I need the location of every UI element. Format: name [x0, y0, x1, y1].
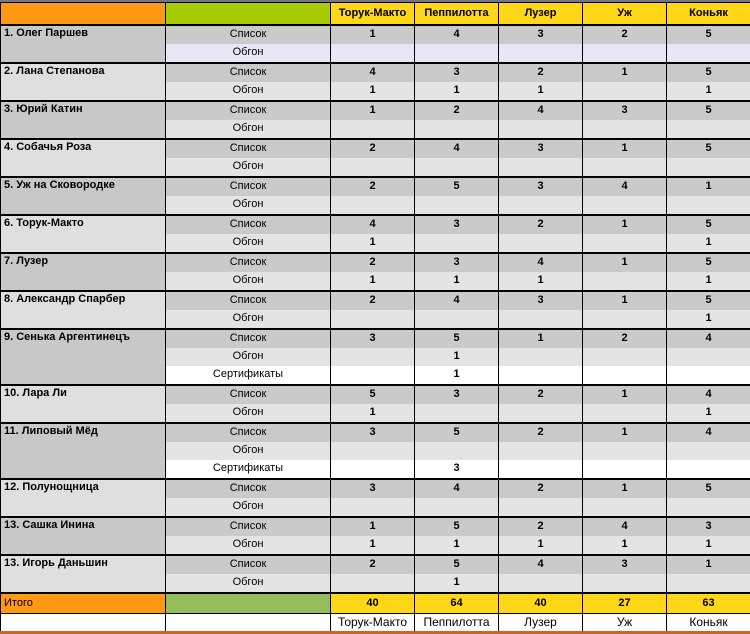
score-cell[interactable]: 1 [415, 574, 499, 593]
player-name-cell[interactable]: 6. Торук-Макто [1, 215, 166, 253]
score-cell[interactable]: 1 [583, 139, 667, 158]
score-row [1, 291, 750, 310]
score-cell[interactable]: 3 [415, 385, 499, 404]
score-cell[interactable]: 4 [499, 101, 583, 120]
score-cell[interactable]: 4 [583, 177, 667, 196]
row-type-cell[interactable]: Список [166, 385, 331, 404]
score-cell[interactable]: 2 [583, 329, 667, 348]
row-type-cell[interactable]: Обгон [166, 234, 331, 253]
row-type-cell[interactable]: Список [166, 63, 331, 82]
score-cell[interactable]: 1 [667, 555, 750, 574]
score-cell[interactable]: 4 [583, 517, 667, 536]
bottom-empty-cell[interactable] [166, 614, 331, 632]
score-cell[interactable]: 1 [331, 404, 415, 423]
score-cell[interactable] [499, 498, 583, 517]
score-cell[interactable]: 5 [415, 517, 499, 536]
score-row [1, 177, 750, 196]
row-type-cell[interactable]: Обгон [166, 348, 331, 366]
player-name-cell[interactable]: 9. Сенька Аргентинецъ [1, 329, 166, 385]
score-cell[interactable]: 1 [415, 348, 499, 366]
total-row [1, 593, 750, 614]
score-cell[interactable] [415, 310, 499, 329]
player-name-cell[interactable]: 12. Полунощница [1, 479, 166, 517]
player-name-cell[interactable]: 10. Лара Ли [1, 385, 166, 423]
score-cell[interactable] [499, 120, 583, 139]
score-cell[interactable] [667, 44, 750, 63]
score-cell[interactable]: 1 [331, 234, 415, 253]
score-cell[interactable] [331, 44, 415, 63]
row-type-cell[interactable]: Обгон [166, 574, 331, 593]
score-cell[interactable] [667, 574, 750, 593]
score-cell[interactable] [415, 158, 499, 177]
score-cell[interactable] [667, 158, 750, 177]
column-header[interactable]: Уж [583, 3, 667, 26]
score-cell[interactable] [667, 196, 750, 215]
row-type-cell[interactable]: Обгон [166, 536, 331, 555]
score-cell[interactable] [583, 196, 667, 215]
score-cell[interactable]: 4 [667, 385, 750, 404]
score-cell[interactable] [667, 442, 750, 460]
ranking-table [0, 2, 750, 631]
score-cell[interactable]: 1 [499, 329, 583, 348]
player-name-cell[interactable]: 11. Липовый Мёд [1, 423, 166, 479]
player-name-cell[interactable]: 13. Сашка Инина [1, 517, 166, 555]
row-type-cell[interactable]: Список [166, 329, 331, 348]
score-row [1, 101, 750, 120]
corner-green-cell[interactable] [166, 3, 331, 26]
score-cell[interactable] [667, 460, 750, 479]
score-cell[interactable]: 1 [667, 404, 750, 423]
score-cell[interactable]: 2 [499, 479, 583, 498]
score-cell[interactable] [415, 442, 499, 460]
score-cell[interactable] [331, 196, 415, 215]
score-cell[interactable]: 2 [331, 177, 415, 196]
score-cell[interactable]: 1 [583, 291, 667, 310]
score-cell[interactable] [331, 442, 415, 460]
player-name-cell[interactable]: 13. Игорь Даньшин [1, 555, 166, 593]
row-type-cell[interactable]: Обгон [166, 310, 331, 329]
score-cell[interactable]: 2 [499, 517, 583, 536]
score-cell[interactable] [583, 348, 667, 366]
total-value-cell[interactable]: 40 [499, 593, 583, 614]
score-cell[interactable]: 1 [499, 272, 583, 291]
score-cell[interactable] [667, 366, 750, 385]
score-cell[interactable] [331, 348, 415, 366]
score-cell[interactable] [499, 460, 583, 479]
score-cell[interactable]: 1 [667, 272, 750, 291]
player-name-cell[interactable]: 7. Лузер [1, 253, 166, 291]
score-table-body [1, 25, 750, 593]
row-type-cell[interactable]: Обгон [166, 498, 331, 517]
score-cell[interactable] [583, 120, 667, 139]
score-cell[interactable]: 3 [583, 555, 667, 574]
score-cell[interactable]: 2 [415, 101, 499, 120]
column-header[interactable]: Пеппилотта [415, 3, 499, 26]
row-type-cell[interactable]: Список [166, 25, 331, 44]
score-cell[interactable]: 1 [583, 536, 667, 555]
score-cell[interactable]: 3 [499, 177, 583, 196]
bottom-column-label[interactable]: Лузер [499, 614, 583, 632]
score-row [1, 555, 750, 574]
score-cell[interactable]: 2 [499, 423, 583, 442]
score-cell[interactable]: 1 [583, 423, 667, 442]
score-cell[interactable]: 4 [415, 139, 499, 158]
score-cell[interactable] [415, 234, 499, 253]
score-row [1, 25, 750, 44]
total-green-cell[interactable] [166, 593, 331, 614]
row-type-cell[interactable]: Обгон [166, 196, 331, 215]
column-header[interactable]: Лузер [499, 3, 583, 26]
score-cell[interactable]: 1 [331, 272, 415, 291]
score-cell[interactable]: 1 [667, 177, 750, 196]
score-cell[interactable]: 4 [415, 479, 499, 498]
corner-orange-cell[interactable] [1, 3, 166, 26]
player-name-cell[interactable]: 5. Уж на Сковородке [1, 177, 166, 215]
score-cell[interactable]: 5 [415, 423, 499, 442]
score-cell[interactable]: 1 [499, 82, 583, 101]
score-row [1, 139, 750, 158]
score-row [1, 215, 750, 234]
score-cell[interactable] [499, 442, 583, 460]
row-type-cell[interactable]: Список [166, 517, 331, 536]
score-row [1, 329, 750, 348]
score-cell[interactable]: 1 [583, 215, 667, 234]
score-cell[interactable]: 1 [583, 385, 667, 404]
score-cell[interactable]: 5 [667, 253, 750, 272]
row-type-cell[interactable]: Список [166, 291, 331, 310]
row-type-cell[interactable]: Обгон [166, 44, 331, 63]
score-row [1, 423, 750, 442]
score-cell[interactable] [331, 498, 415, 517]
score-cell[interactable]: 3 [499, 25, 583, 44]
score-cell[interactable]: 4 [667, 329, 750, 348]
score-cell[interactable]: 1 [331, 25, 415, 44]
score-cell[interactable] [499, 310, 583, 329]
total-value-cell[interactable]: 40 [331, 593, 415, 614]
score-cell[interactable] [583, 158, 667, 177]
score-cell[interactable]: 5 [667, 63, 750, 82]
bottom-column-label[interactable]: Торук-Макто [331, 614, 415, 632]
score-cell[interactable]: 4 [415, 25, 499, 44]
score-cell[interactable] [331, 158, 415, 177]
score-cell[interactable]: 5 [667, 215, 750, 234]
score-row [1, 253, 750, 272]
player-name-cell[interactable]: 4. Собачья Роза [1, 139, 166, 177]
score-cell[interactable]: 1 [667, 536, 750, 555]
score-cell[interactable] [583, 272, 667, 291]
row-type-cell[interactable]: Список [166, 101, 331, 120]
score-row [1, 517, 750, 536]
row-type-cell[interactable]: Обгон [166, 120, 331, 139]
column-header[interactable]: Торук-Макто [331, 3, 415, 26]
bottom-column-label[interactable]: Уж [583, 614, 667, 632]
score-cell[interactable]: 5 [667, 25, 750, 44]
score-cell[interactable]: 4 [499, 555, 583, 574]
score-cell[interactable]: 1 [415, 536, 499, 555]
row-type-cell[interactable]: Список [166, 555, 331, 574]
bottom-label-row [1, 614, 750, 632]
score-cell[interactable] [499, 366, 583, 385]
header-row [1, 3, 750, 26]
bottom-column-label[interactable]: Коньяк [667, 614, 750, 632]
score-cell[interactable]: 2 [499, 63, 583, 82]
score-cell[interactable]: 4 [415, 291, 499, 310]
score-cell[interactable]: 5 [667, 291, 750, 310]
score-cell[interactable]: 1 [331, 536, 415, 555]
column-header[interactable]: Коньяк [667, 3, 750, 26]
score-cell[interactable] [415, 498, 499, 517]
score-cell[interactable] [667, 348, 750, 366]
score-cell[interactable]: 3 [499, 139, 583, 158]
score-cell[interactable] [415, 120, 499, 139]
score-cell[interactable]: 4 [667, 423, 750, 442]
score-row [1, 63, 750, 82]
score-cell[interactable]: 1 [667, 310, 750, 329]
score-cell[interactable]: 3 [331, 423, 415, 442]
score-cell[interactable]: 5 [415, 555, 499, 574]
score-cell[interactable]: 1 [331, 101, 415, 120]
score-cell[interactable] [499, 404, 583, 423]
player-name-cell[interactable]: 2. Лана Степанова [1, 63, 166, 101]
score-cell[interactable]: 1 [499, 536, 583, 555]
score-cell[interactable]: 5 [415, 329, 499, 348]
score-cell[interactable] [499, 44, 583, 63]
score-cell[interactable] [583, 498, 667, 517]
score-cell[interactable]: 5 [667, 139, 750, 158]
score-cell[interactable]: 3 [583, 101, 667, 120]
score-cell[interactable]: 3 [331, 329, 415, 348]
score-cell[interactable]: 2 [331, 253, 415, 272]
row-type-cell[interactable]: Список [166, 215, 331, 234]
score-cell[interactable] [583, 310, 667, 329]
score-cell[interactable]: 2 [331, 139, 415, 158]
score-cell[interactable]: 1 [415, 366, 499, 385]
score-cell[interactable] [583, 366, 667, 385]
score-cell[interactable]: 2 [499, 385, 583, 404]
score-cell[interactable] [499, 158, 583, 177]
score-cell[interactable]: 2 [499, 215, 583, 234]
score-cell[interactable]: 3 [415, 253, 499, 272]
row-type-cell[interactable]: Список [166, 479, 331, 498]
score-row [1, 385, 750, 404]
score-cell[interactable]: 5 [331, 385, 415, 404]
bottom-empty-cell[interactable] [1, 614, 166, 632]
score-cell[interactable] [415, 44, 499, 63]
score-cell[interactable]: 2 [331, 555, 415, 574]
score-cell[interactable] [415, 404, 499, 423]
score-cell[interactable] [331, 460, 415, 479]
player-name-cell[interactable]: 3. Юрий Катин [1, 101, 166, 139]
score-cell[interactable] [583, 460, 667, 479]
score-cell[interactable]: 2 [583, 25, 667, 44]
score-cell[interactable]: 1 [583, 253, 667, 272]
score-cell[interactable] [583, 404, 667, 423]
score-cell[interactable]: 2 [331, 291, 415, 310]
score-cell[interactable]: 3 [499, 291, 583, 310]
row-type-cell[interactable]: Обгон [166, 82, 331, 101]
row-type-cell[interactable]: Обгон [166, 442, 331, 460]
score-cell[interactable]: 5 [667, 101, 750, 120]
score-cell[interactable] [583, 82, 667, 101]
score-cell[interactable]: 1 [415, 82, 499, 101]
score-cell[interactable]: 1 [331, 82, 415, 101]
score-cell[interactable] [499, 196, 583, 215]
score-cell[interactable] [331, 574, 415, 593]
score-cell[interactable]: 1 [331, 517, 415, 536]
player-name-cell[interactable]: 1. Олег Паршев [1, 25, 166, 63]
score-cell[interactable] [331, 366, 415, 385]
row-type-cell[interactable]: Список [166, 423, 331, 442]
total-label-cell[interactable]: Итого [1, 593, 166, 614]
score-cell[interactable] [583, 574, 667, 593]
score-cell[interactable]: 1 [415, 272, 499, 291]
row-type-cell[interactable]: Обгон [166, 404, 331, 423]
score-cell[interactable] [667, 498, 750, 517]
score-cell[interactable]: 3 [415, 215, 499, 234]
score-cell[interactable]: 3 [331, 479, 415, 498]
score-cell[interactable] [583, 442, 667, 460]
score-cell[interactable]: 5 [415, 177, 499, 196]
row-type-cell[interactable]: Список [166, 139, 331, 158]
score-cell[interactable]: 1 [667, 234, 750, 253]
total-value-cell[interactable]: 64 [415, 593, 499, 614]
score-row [1, 479, 750, 498]
score-cell[interactable]: 3 [667, 517, 750, 536]
score-cell[interactable]: 5 [667, 479, 750, 498]
score-cell[interactable] [667, 120, 750, 139]
score-cell[interactable]: 3 [415, 63, 499, 82]
row-type-cell[interactable]: Список [166, 253, 331, 272]
row-type-cell[interactable]: Обгон [166, 158, 331, 177]
score-cell[interactable] [331, 310, 415, 329]
score-cell[interactable]: 1 [583, 479, 667, 498]
score-cell[interactable] [583, 234, 667, 253]
score-cell[interactable]: 1 [583, 63, 667, 82]
row-type-cell[interactable]: Сертификаты [166, 460, 331, 479]
row-type-cell[interactable]: Обгон [166, 272, 331, 291]
score-cell[interactable]: 4 [331, 63, 415, 82]
score-cell[interactable] [499, 348, 583, 366]
score-cell[interactable]: 4 [499, 253, 583, 272]
score-cell[interactable] [499, 574, 583, 593]
score-cell[interactable] [415, 196, 499, 215]
score-cell[interactable] [499, 234, 583, 253]
score-cell[interactable] [331, 120, 415, 139]
score-cell[interactable] [583, 44, 667, 63]
player-name-cell[interactable]: 8. Александр Спарбер [1, 291, 166, 329]
row-type-cell[interactable]: Список [166, 177, 331, 196]
row-type-cell[interactable]: Сертификаты [166, 366, 331, 385]
bottom-column-label[interactable]: Пеппилотта [415, 614, 499, 632]
score-cell[interactable]: 3 [415, 460, 499, 479]
score-cell[interactable]: 1 [667, 82, 750, 101]
total-value-cell[interactable]: 63 [667, 593, 750, 614]
total-value-cell[interactable]: 27 [583, 593, 667, 614]
score-cell[interactable]: 4 [331, 215, 415, 234]
